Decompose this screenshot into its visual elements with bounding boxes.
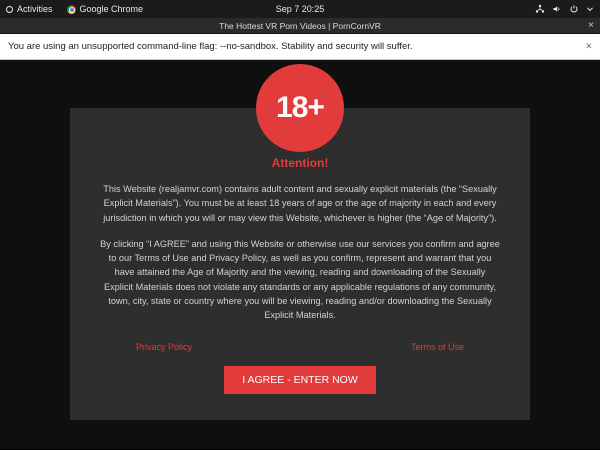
- close-icon[interactable]: ×: [588, 19, 594, 31]
- clock[interactable]: Sep 7 20:25: [275, 4, 325, 14]
- infobar-close-icon[interactable]: ×: [585, 40, 592, 52]
- desktop-top-bar: [0, 0, 600, 18]
- page-content: [0, 60, 600, 449]
- activities-dot-icon: [6, 6, 13, 13]
- activities-label: Activities: [17, 4, 53, 14]
- app-menu-chrome[interactable]: [67, 4, 144, 14]
- activities-button[interactable]: [6, 4, 53, 14]
- network-icon: [535, 4, 545, 14]
- modal-paragraph-1: This Website (realjamvr.com) contains adult content and sexually explicit materials (the “Sexually Explicit Materials”). You must be at least 18 years of age or the age of majority in each and every jurisdiction in which you will or may view this Website, whichever is higher (the “Age of Majority”).: [103, 184, 497, 223]
- top-bar-status-area[interactable]: [535, 4, 594, 14]
- power-icon: [569, 4, 579, 14]
- top-bar-left-group: [6, 4, 143, 14]
- browser-title-bar: [0, 18, 600, 34]
- agree-enter-button[interactable]: I AGREE - ENTER NOW: [224, 366, 376, 394]
- volume-icon: [552, 4, 562, 14]
- modal-links: [100, 334, 500, 352]
- terms-of-use-link[interactable]: Terms of Use: [410, 342, 464, 353]
- infobar-message: You are using an unsupported command-line flag: --no-sandbox. Stability and security will suffer.: [8, 41, 413, 52]
- age-badge: 18+: [256, 64, 344, 152]
- modal-paragraph-2: By clicking “I AGREE” and using this Website or otherwise use our services you confirm and agree to our Terms of Use and Privacy Policy, as well as you confirm, represent and warrant that you have attained the Age of Majority and the viewing, reading and downloading of the Sexually Explicit Materials does not violate any standards or any applicable regulations of any community, town, city, state or country where you will be viewing, reading and/or downloading the Sexually Explicit Materials.: [100, 238, 500, 320]
- chrome-icon: [67, 5, 76, 14]
- unsupported-flag-infobar: [0, 34, 600, 60]
- window-title: The Hottest VR Porn Videos | PornCornVR: [219, 20, 381, 31]
- chevron-down-icon: [586, 5, 594, 13]
- privacy-policy-link[interactable]: Privacy Policy: [136, 342, 193, 353]
- modal-heading: Attention!: [271, 156, 329, 170]
- age-verification-modal: [70, 91, 530, 420]
- app-menu-label: Google Chrome: [79, 4, 144, 14]
